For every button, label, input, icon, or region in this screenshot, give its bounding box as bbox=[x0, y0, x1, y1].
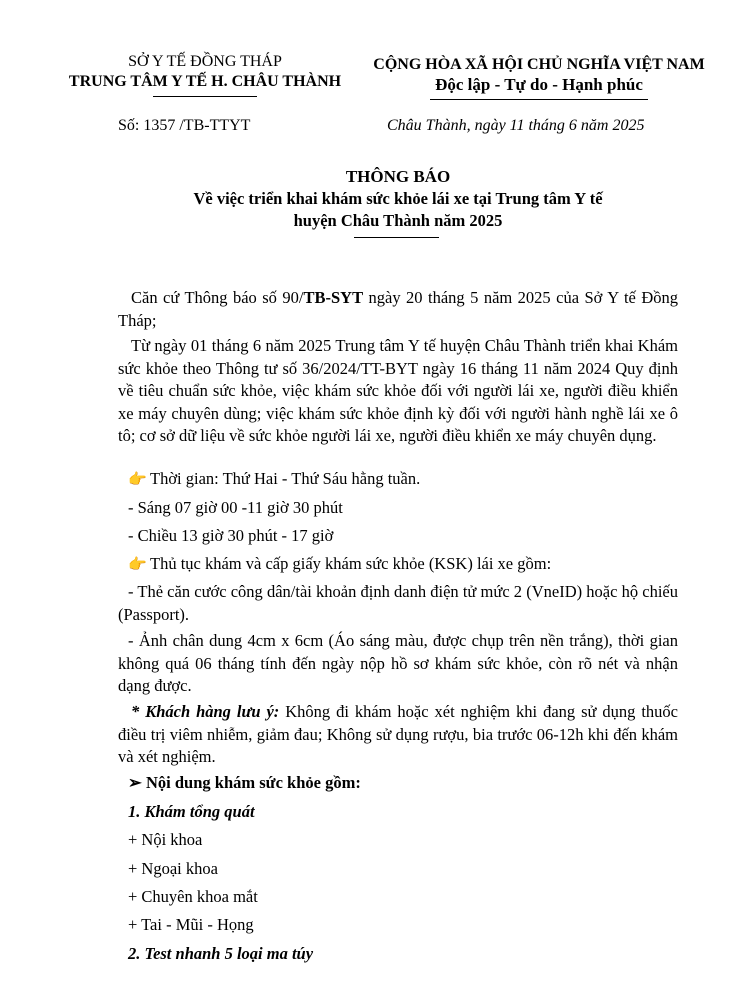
procedure-item-2: - Ảnh chân dung 4cm x 6cm (Áo sáng màu, được chụp trên nền trắng), thời gian không quá 06 tháng tính đến ngày nộp hồ sơ khám sức khỏe, còn rõ nét và nhận dạng được. bbox=[118, 631, 678, 695]
basis-text: Căn cứ Thông báo số 90/ bbox=[131, 288, 304, 307]
section-general-exam: 1. Khám tổng quát bbox=[128, 802, 255, 821]
basis-text-end: ngày 20 tháng 5 năm 2025 của Sở Y tế Đồng Tháp; bbox=[118, 288, 678, 330]
content-heading bbox=[128, 772, 361, 794]
procedure-label: Thủ tục khám và cấp giấy khám sức khỏe (KSK) lái xe gồm: bbox=[150, 554, 552, 573]
content-heading-text: Nội dung khám sức khỏe gồm: bbox=[146, 773, 361, 792]
basis-ref: TB-SYT bbox=[303, 288, 364, 307]
procedure-item-1: - Thẻ căn cước công dân/tài khoản định danh điện tử mức 2 (VneID) hoặc hộ chiếu (Passport). bbox=[118, 582, 678, 624]
section-drug-test: 2. Test nhanh 5 loại ma túy bbox=[128, 944, 314, 963]
list-item: + Tai - Mũi - Họng bbox=[128, 915, 254, 934]
time-line bbox=[128, 468, 420, 491]
note-text: Không đi khám hoặc xét nghiệm khi đang sử dụng thuốc điều trị viêm nhiễm, giảm đau; Không sử dụng rượu, bia trước 06-12h khi đến khám và xét nghiệm. bbox=[118, 702, 678, 766]
list-item: + Ngoại khoa bbox=[128, 859, 218, 878]
note-label: * Khách hàng lưu ý: bbox=[131, 702, 280, 721]
agency-underline bbox=[153, 96, 257, 97]
national-motto: Độc lập - Tự do - Hạnh phúc bbox=[435, 75, 643, 94]
procedure-line bbox=[128, 553, 551, 576]
title-subject-line2: huyện Châu Thành năm 2025 bbox=[293, 211, 503, 230]
hand-pointing-right-icon: 👉 bbox=[128, 472, 147, 488]
document-date: Châu Thành, ngày 11 tháng 6 năm 2025 bbox=[387, 117, 645, 134]
agency-name: TRUNG TÂM Y TẾ H. CHÂU THÀNH bbox=[68, 73, 342, 90]
list-item: + Nội khoa bbox=[128, 830, 203, 849]
time-morning: - Sáng 07 giờ 00 -11 giờ 30 phút bbox=[128, 498, 343, 517]
title-subject-line1: Về việc triển khai khám sức khỏe lái xe tại Trung tâm Y tế bbox=[193, 189, 603, 208]
time-label: Thời gian: Thứ Hai - Thứ Sáu hằng tuần. bbox=[150, 469, 421, 488]
hand-pointing-right-icon: 👉 bbox=[128, 557, 147, 573]
implementation-paragraph: Từ ngày 01 tháng 6 năm 2025 Trung tâm Y tế huyện Châu Thành triển khai Khám sức khỏe theo Thông tư số 36/2024/TT-BYT ngày 16 tháng 11 năm 2024 Quy định về tiêu chuẩn sức khỏe, việc khám sức khỏe đối với người lái xe, người điều khiển xe máy chuyên dùng; việc khám sức khỏe định kỳ đối với người hành nghề lái xe ô tô; cơ sở dữ liệu về sức khỏe người lái xe, người điều khiển xe máy chuyên dụng. bbox=[118, 336, 678, 445]
motto-underline bbox=[430, 99, 648, 100]
time-afternoon: - Chiều 13 giờ 30 phút - 17 giờ bbox=[128, 526, 334, 545]
national-title: CỘNG HÒA XÃ HỘI CHỦ NGHĨA VIỆT NAM bbox=[373, 56, 705, 73]
customer-note bbox=[118, 701, 678, 769]
document-number: Số: 1357 /TB-TTYT bbox=[118, 117, 251, 134]
title-underline bbox=[354, 237, 439, 238]
page-title: THÔNG BÁO bbox=[345, 167, 451, 186]
arrowhead-right-icon: ➢ bbox=[128, 773, 142, 792]
list-item: + Chuyên khoa mắt bbox=[128, 887, 258, 906]
agency-parent: SỞ Y TẾ ĐỒNG THÁP bbox=[128, 53, 282, 70]
basis-paragraph bbox=[118, 287, 678, 332]
